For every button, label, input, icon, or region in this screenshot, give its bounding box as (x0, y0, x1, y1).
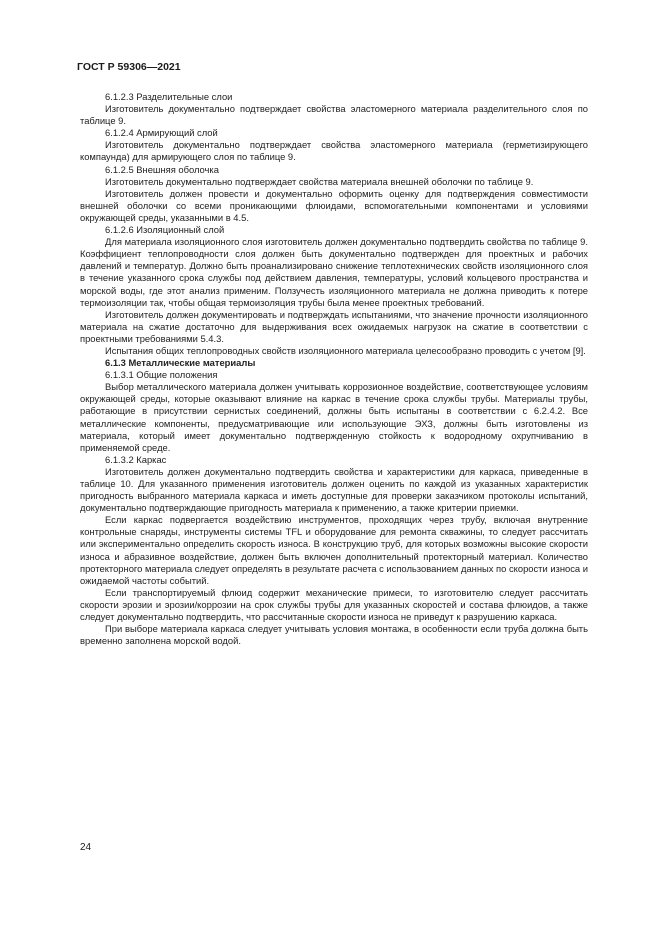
paragraph: Если каркас подвергается воздействию инструментов, проходящих через трубу, включая внутренние контрольные снаряды, инструменты системы TFL и оборудование для ремонта скважины, то следует рассчитать или экспериментально определить скорость износа. В конструкцию труб, для которых возможны высокие скорости износа и абразивное воздействие, должен быть включен дополнительный протекторный материал. Количество протекторного материала следует определять в результате расчета с использованием данных по скорости износа и ожидаемой частоты событий. (80, 514, 588, 586)
section-heading-6-1-2-4: 6.1.2.4 Армирующий слой (105, 127, 218, 139)
paragraph: Изготовитель должен провести и документально оформить оценку для подтверждения совместимости внешней оболочки со всеми проникающими флюидами, вспомогательными компонентами и условиями окружающей среды, указанными в 4.5. (80, 187, 588, 223)
section-heading-6-1-3-1: 6.1.3.1 Общие положения (105, 369, 218, 381)
paragraph: Выбор металлического материала должен учитывать коррозионное воздействие, соответствующее условиям окружающей среды, которые оказывают влияние на каркас в течение срока службы трубы. Материалы трубы, работающие в присутствии сернистых соединений, должны быть испытаны в соответствии с 6.2.4.2. Все металлические компоненты, предусматривающие или использующие ЭХЗ, должны быть изготовлены из материала, который имеет документально подтвержденную стойкость к водородному охрупчиванию в применяемой среде. (80, 381, 588, 453)
paragraph: Изготовитель должен документально подтвердить свойства и характеристики для каркаса, приведенные в таблице 10. Для указанного применения изготовитель должен оценить по каждой из указанных характеристик пригодность выбранного материала каркаса и иметь доступные для проверки заказчиком протоколы испытаний, документально подтверждающие пригодность материала к применению, а также критерии приемки. (80, 465, 588, 514)
paragraph: Изготовитель документально подтверждает свойства материала внешней оболочки по таблице 9. (105, 175, 534, 187)
section-heading-6-1-2-5: 6.1.2.5 Внешняя оболочка (105, 163, 219, 175)
paragraph: Изготовитель документально подтверждает свойства эластомерного материала (герметизирующего компаунда) для армирующего слоя по таблице 9. (80, 139, 588, 163)
section-heading-6-1-3: 6.1.3 Металлические материалы (105, 357, 256, 369)
section-heading-6-1-2-6: 6.1.2.6 Изоляционный слой (105, 224, 225, 236)
page-number: 24 (80, 842, 92, 853)
section-heading-6-1-3-2: 6.1.3.2 Каркас (105, 453, 167, 465)
page-body (80, 91, 588, 647)
paragraph: При выборе материала каркаса следует учитывать условия монтажа, в особенности если труба должна быть временно заполнена морской водой. (80, 623, 588, 647)
paragraph: Испытания общих теплопроводных свойств изоляционного материала целесообразно проводить с учетом [9]. (105, 344, 586, 356)
paragraph: Для материала изоляционного слоя изготовитель должен документально подтвердить свойства по таблице 9. Коэффициент теплопроводности слоя должен быть документально подтвержден для проектных и рабочих давлений и температур. Должно быть проанализировано снижение теплотехнических свойств изоляционного слоя в течение указанного срока службы под действием давления, температуры, условий кольцевого пространства и морской воды, где этот анализ применим. Ползучесть изоляционного материала не должна приводить к потере термоизоляции так, чтобы общая термоизоляция трубы была менее проектных требований. (80, 236, 588, 308)
standard-header: ГОСТ Р 59306—2021 (77, 61, 181, 73)
section-heading-6-1-2-3: 6.1.2.3 Разделительные слои (105, 91, 233, 102)
paragraph: Изготовитель документально подтверждает свойства эластомерного материала разделительного слоя по таблице 9. (80, 103, 588, 127)
paragraph: Изготовитель должен документировать и подтверждать испытаниями, что значение прочности изоляционного материала на сжатие достаточно для выдерживания всех ожидаемых нагрузок на сжатие в соответствии с проектными требованиями 5.4.3. (80, 308, 588, 344)
paragraph: Если транспортируемый флюид содержит механические примеси, то изготовителю следует рассчитать скорости эрозии и эрозии/коррозии на срок службы трубы для указанных скоростей и состава флюидов, а также следует документально подтвердить, что рассчитанные скорости износа не приведут к разрушению каркаса. (80, 586, 588, 623)
